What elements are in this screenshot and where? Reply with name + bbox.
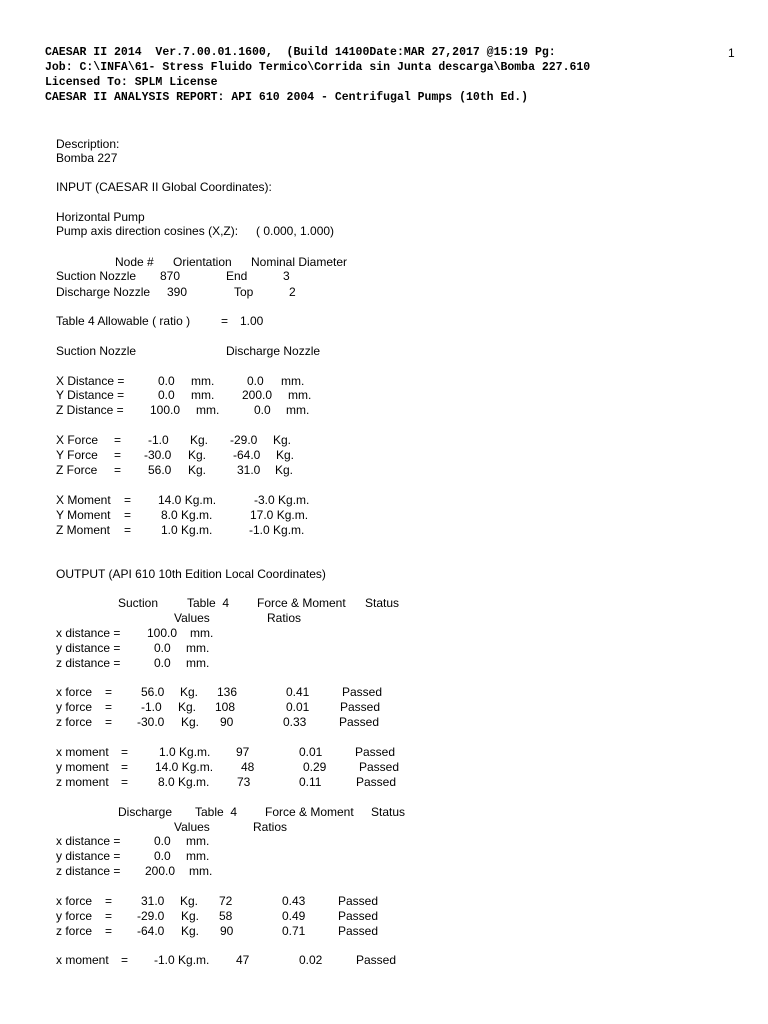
suction-distance-label: y distance = [56, 641, 121, 655]
input-force-unit: Kg. [276, 448, 295, 462]
input-distance-unit: mm. [196, 403, 220, 417]
discharge-header-values: Values [174, 820, 210, 834]
suction-force-table-value: 90 [220, 715, 234, 729]
input-force-suction: 56.0 [148, 463, 172, 477]
discharge-nozzle-diameter: 2 [289, 285, 296, 299]
description-value: Bomba 227 [56, 151, 118, 165]
input-distance-unit: mm. [281, 374, 305, 388]
suction-header-status: Status [365, 596, 400, 610]
input-force-unit: Kg. [190, 433, 209, 447]
input-distance-label: Z Distance = [56, 403, 124, 417]
input-distance-unit: mm. [288, 388, 312, 402]
discharge-header-force-moment: Force & Moment [265, 805, 354, 819]
report-header-license: Licensed To: SPLM License [45, 76, 218, 89]
input-force-discharge: 31.0 [237, 463, 261, 477]
discharge-force-ratio: 0.71 [282, 924, 306, 938]
suction-force-status: Passed [342, 685, 383, 699]
input-force-unit: Kg. [273, 433, 292, 447]
input-distance-unit: mm. [191, 374, 215, 388]
suction-force-label: y force [56, 700, 93, 714]
discharge-force-value: -29.0 [137, 909, 165, 923]
suction-moment-status: Passed [355, 745, 396, 759]
discharge-force-equals: = [105, 924, 113, 938]
discharge-force-unit: Kg. [181, 909, 200, 923]
input-distance-suction: 0.0 [158, 374, 175, 388]
suction-header-ratios: Ratios [267, 611, 302, 625]
suction-moment-status: Passed [356, 775, 397, 789]
suction-moment-label: y moment [56, 760, 109, 774]
input-moment-suction: 1.0 Kg.m. [161, 523, 213, 537]
suction-force-value: -1.0 [141, 700, 162, 714]
suction-force-unit: Kg. [180, 685, 199, 699]
discharge-force-unit: Kg. [181, 924, 200, 938]
input-moment-suction: 14.0 Kg.m. [158, 493, 217, 507]
discharge-nozzle-name: Discharge Nozzle [56, 285, 151, 299]
input-force-label: Y Force [56, 448, 98, 462]
suction-header-table: Table 4 [187, 596, 230, 610]
report-header-line-1: CAESAR II 2014 Ver.7.00.01.1600, (Build 14100Date:MAR 27,2017 @15:19 Pg: [45, 46, 556, 59]
input-distance-label: Y Distance = [56, 388, 125, 402]
discharge-moment-status: Passed [356, 953, 397, 967]
input-moment-discharge: -3.0 Kg.m. [254, 493, 310, 507]
suction-header-values: Values [174, 611, 210, 625]
discharge-force-status: Passed [338, 924, 379, 938]
discharge-force-unit: Kg. [180, 894, 199, 908]
input-force-suction: -1.0 [148, 433, 169, 447]
suction-moment-ratio: 0.11 [299, 775, 322, 789]
suction-moment-value: 1.0 Kg.m. [159, 745, 211, 759]
suction-moment-label: x moment [56, 745, 109, 759]
discharge-distance-unit: mm. [186, 834, 210, 848]
input-moment-equals: = [124, 493, 132, 507]
discharge-moment-equals: = [121, 953, 129, 967]
suction-force-table-value: 108 [215, 700, 236, 714]
input-distance-discharge: 0.0 [247, 374, 264, 388]
input-moment-discharge: 17.0 Kg.m. [250, 508, 309, 522]
suction-force-value: -30.0 [137, 715, 165, 729]
input-moment-label: X Moment [56, 493, 111, 507]
output-section-title: OUTPUT (API 610 10th Edition Local Coordinates) [56, 567, 326, 581]
suction-force-equals: = [105, 715, 113, 729]
input-distance-discharge: 0.0 [254, 403, 271, 417]
allowable-label: Table 4 Allowable ( ratio ) [56, 314, 191, 328]
nozzle-header-diameter: Nominal Diameter [251, 255, 348, 269]
input-force-unit: Kg. [188, 448, 207, 462]
discharge-header-ratios: Ratios [253, 820, 288, 834]
suction-distance-value: 100.0 [147, 626, 178, 640]
suction-moment-status: Passed [359, 760, 400, 774]
suction-moment-table-value: 97 [236, 745, 250, 759]
suction-force-label: z force [56, 715, 93, 729]
suction-moment-value: 8.0 Kg.m. [158, 775, 210, 789]
discharge-distance-label: y distance = [56, 849, 121, 863]
suction-force-status: Passed [340, 700, 381, 714]
suction-distance-unit: mm. [186, 656, 210, 670]
suction-force-unit: Kg. [178, 700, 197, 714]
suction-moment-equals: = [121, 745, 129, 759]
input-force-label: X Force [56, 433, 99, 447]
suction-nozzle-name: Suction Nozzle [56, 269, 137, 283]
discharge-distance-value: 0.0 [154, 834, 171, 848]
nozzle-header-node: Node # [115, 255, 154, 269]
input-distance-suction: 0.0 [158, 388, 175, 402]
suction-force-table-value: 136 [217, 685, 238, 699]
nozzle-header-orientation: Orientation [173, 255, 232, 269]
suction-header-force-moment: Force & Moment [257, 596, 346, 610]
suction-distance-label: z distance = [56, 656, 121, 670]
description-label: Description: [56, 137, 120, 151]
pump-axis-label: Pump axis direction cosines (X,Z): [56, 224, 239, 238]
allowable-value: 1.00 [240, 314, 264, 328]
input-moment-equals: = [124, 508, 132, 522]
suction-nozzle-node: 870 [160, 269, 181, 283]
report-header-job: Job: C:\INFA\61- Stress Fluido Termico\Corrida sin Junta descarga\Bomba 227.610 [45, 61, 591, 74]
input-force-label: Z Force [56, 463, 98, 477]
discharge-force-table-value: 90 [220, 924, 234, 938]
input-section-title: INPUT (CAESAR II Global Coordinates): [56, 180, 272, 194]
suction-distance-value: 0.0 [154, 641, 171, 655]
page-number: 1 [728, 46, 735, 60]
input-force-discharge: -29.0 [230, 433, 258, 447]
discharge-force-label: y force [56, 909, 93, 923]
input-distance-discharge: 200.0 [242, 388, 273, 402]
suction-nozzle-orientation: End [226, 269, 248, 283]
suction-distance-value: 0.0 [154, 656, 171, 670]
discharge-nozzle-orientation: Top [234, 285, 254, 299]
discharge-moment-ratio: 0.02 [299, 953, 323, 967]
discharge-nozzle-node: 390 [167, 285, 188, 299]
input-distance-unit: mm. [286, 403, 310, 417]
suction-force-ratio: 0.41 [286, 685, 310, 699]
input-moment-suction: 8.0 Kg.m. [161, 508, 213, 522]
input-moment-label: Z Moment [56, 523, 111, 537]
input-force-equals: = [114, 448, 122, 462]
suction-moment-equals: = [121, 760, 129, 774]
suction-moment-value: 14.0 Kg.m. [155, 760, 214, 774]
suction-distance-unit: mm. [190, 626, 214, 640]
discharge-header-name: Discharge [118, 805, 173, 819]
discharge-header-status: Status [371, 805, 406, 819]
suction-moment-ratio: 0.29 [303, 760, 327, 774]
input-force-equals: = [114, 433, 122, 447]
input-distance-unit: mm. [191, 388, 215, 402]
discharge-force-ratio: 0.43 [282, 894, 306, 908]
discharge-distance-unit: mm. [189, 864, 213, 878]
suction-moment-label: z moment [56, 775, 109, 789]
discharge-distance-label: x distance = [56, 834, 121, 848]
suction-force-ratio: 0.33 [283, 715, 307, 729]
suction-force-ratio: 0.01 [286, 700, 310, 714]
suction-force-label: x force [56, 685, 93, 699]
discharge-distance-label: z distance = [56, 864, 121, 878]
suction-moment-table-value: 48 [241, 760, 255, 774]
col-suction-nozzle: Suction Nozzle [56, 344, 137, 358]
discharge-force-value: -64.0 [137, 924, 165, 938]
discharge-distance-unit: mm. [186, 849, 210, 863]
suction-force-value: 56.0 [141, 685, 165, 699]
discharge-force-value: 31.0 [141, 894, 165, 908]
discharge-force-table-value: 72 [219, 894, 233, 908]
discharge-moment-value: -1.0 Kg.m. [154, 953, 210, 967]
suction-force-equals: = [105, 700, 113, 714]
col-discharge-nozzle: Discharge Nozzle [226, 344, 321, 358]
suction-moment-equals: = [121, 775, 129, 789]
discharge-force-label: z force [56, 924, 93, 938]
discharge-distance-value: 0.0 [154, 849, 171, 863]
discharge-force-equals: = [105, 894, 113, 908]
input-moment-label: Y Moment [56, 508, 111, 522]
report-header-title: CAESAR II ANALYSIS REPORT: API 610 2004 - Centrifugal Pumps (10th Ed.) [45, 91, 529, 104]
suction-moment-ratio: 0.01 [299, 745, 323, 759]
discharge-force-equals: = [105, 909, 113, 923]
allowable-equals: = [221, 314, 229, 328]
suction-force-unit: Kg. [181, 715, 200, 729]
input-force-suction: -30.0 [144, 448, 172, 462]
discharge-force-ratio: 0.49 [282, 909, 306, 923]
discharge-moment-table-value: 47 [236, 953, 250, 967]
pump-type: Horizontal Pump [56, 210, 145, 224]
input-moment-discharge: -1.0 Kg.m. [249, 523, 305, 537]
input-distance-label: X Distance = [56, 374, 125, 388]
suction-nozzle-diameter: 3 [283, 269, 290, 283]
discharge-force-status: Passed [338, 894, 379, 908]
input-force-discharge: -64.0 [233, 448, 261, 462]
suction-force-equals: = [105, 685, 113, 699]
discharge-moment-label: x moment [56, 953, 109, 967]
suction-moment-table-value: 73 [237, 775, 251, 789]
pump-axis-value: ( 0.000, 1.000) [256, 224, 335, 238]
suction-header-name: Suction [118, 596, 159, 610]
discharge-header-table: Table 4 [195, 805, 238, 819]
suction-distance-unit: mm. [186, 641, 210, 655]
input-force-unit: Kg. [188, 463, 207, 477]
discharge-force-label: x force [56, 894, 93, 908]
suction-force-status: Passed [339, 715, 380, 729]
discharge-distance-value: 200.0 [145, 864, 176, 878]
input-force-unit: Kg. [275, 463, 294, 477]
suction-distance-label: x distance = [56, 626, 121, 640]
input-force-equals: = [114, 463, 122, 477]
discharge-force-status: Passed [338, 909, 379, 923]
input-moment-equals: = [124, 523, 132, 537]
discharge-force-table-value: 58 [219, 909, 233, 923]
input-distance-suction: 100.0 [150, 403, 181, 417]
